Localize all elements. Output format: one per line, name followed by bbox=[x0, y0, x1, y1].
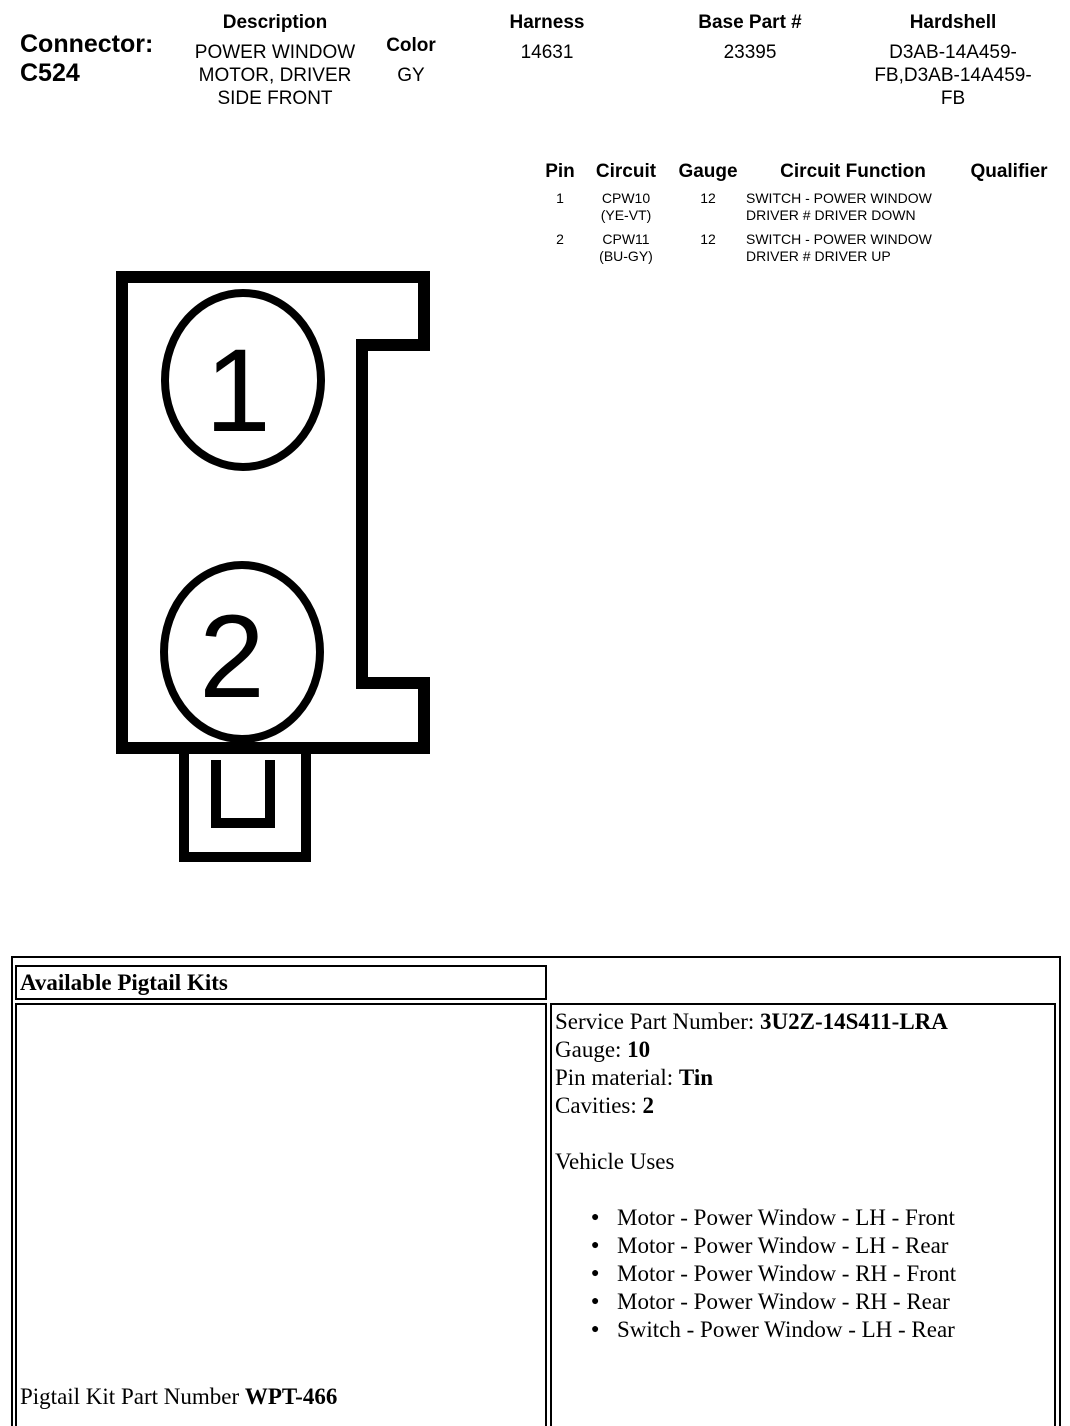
circuit-color: (YE-VT) bbox=[600, 207, 652, 223]
function-line: DRIVER # DRIVER DOWN bbox=[746, 207, 916, 223]
vehicle-uses-list bbox=[555, 1204, 1050, 1344]
cavities-line bbox=[555, 1092, 1050, 1120]
cavities-value: 2 bbox=[642, 1093, 655, 1118]
pin-material-line bbox=[555, 1064, 1050, 1092]
gauge-line bbox=[555, 1036, 1050, 1064]
connector-latch-outer bbox=[184, 748, 306, 857]
pin-number: 1 bbox=[556, 190, 564, 206]
hardshell-line: FB,D3AB-14A459- bbox=[874, 65, 1032, 86]
qualifier-header: Qualifier bbox=[970, 161, 1048, 182]
gauge-cell: 12 bbox=[700, 190, 716, 206]
connector-latch-inner bbox=[216, 760, 270, 823]
list-item: ● Motor - Power Window - RH - Rear bbox=[617, 1288, 1050, 1316]
kit-part-value: WPT-466 bbox=[244, 1384, 338, 1409]
gauge-label: Gauge: bbox=[555, 1037, 628, 1062]
gauge-value: 10 bbox=[627, 1037, 651, 1062]
function-line: SWITCH - POWER WINDOW bbox=[746, 231, 932, 247]
description-line: MOTOR, DRIVER bbox=[198, 65, 352, 86]
service-part-line bbox=[555, 1008, 1050, 1036]
pin-material-label: Pin material: bbox=[555, 1065, 679, 1090]
vehicle-uses-label: Vehicle Uses bbox=[555, 1149, 675, 1174]
circuit-code: CPW11 bbox=[602, 231, 650, 247]
pigtail-details bbox=[555, 1008, 1050, 1344]
service-part-value: 3U2Z-14S411-LRA bbox=[760, 1009, 948, 1034]
list-item: ● Switch - Power Window - LH - Rear bbox=[617, 1316, 1050, 1344]
pin-material-value: Tin bbox=[678, 1065, 714, 1090]
list-item: ● Motor - Power Window - LH - Front bbox=[617, 1204, 1050, 1232]
list-item: ● Motor - Power Window - LH - Rear bbox=[617, 1232, 1050, 1260]
pigtail-title-cell bbox=[15, 965, 547, 1000]
gauge-cell: 12 bbox=[700, 231, 716, 247]
pin-number: 2 bbox=[556, 231, 564, 247]
harness-value: 14631 bbox=[520, 42, 574, 63]
circuit-code: CPW10 bbox=[601, 190, 651, 206]
hardshell-label: Hardshell bbox=[909, 12, 997, 33]
hardshell-line: FB bbox=[940, 88, 966, 109]
description-line: POWER WINDOW bbox=[194, 42, 356, 63]
circuit-header: Circuit bbox=[595, 161, 657, 182]
description-line: SIDE FRONT bbox=[217, 88, 333, 109]
color-label: Color bbox=[386, 35, 436, 56]
connector-id: C524 bbox=[20, 59, 80, 87]
pin-2-label: 2 bbox=[199, 591, 265, 723]
list-item: ● Motor - Power Window - RH - Front bbox=[617, 1260, 1050, 1288]
connector-label: Connector: bbox=[20, 30, 154, 58]
pigtail-title: Available Pigtail Kits bbox=[20, 970, 228, 995]
service-part-label: Service Part Number: bbox=[555, 1009, 761, 1034]
gauge-header: Gauge bbox=[678, 161, 738, 182]
pigtail-left-cell bbox=[15, 1003, 547, 1426]
circuit-function-header: Circuit Function bbox=[780, 161, 926, 182]
pigtail-right-cell bbox=[550, 1003, 1056, 1426]
hardshell-line: D3AB-14A459- bbox=[889, 42, 1017, 63]
function-line: DRIVER # DRIVER UP bbox=[746, 248, 891, 264]
base-part-label: Base Part # bbox=[698, 12, 802, 33]
color-value: GY bbox=[397, 65, 425, 86]
pin-header: Pin bbox=[545, 161, 575, 182]
cavities-label: Cavities: bbox=[555, 1093, 643, 1118]
base-part-value: 23395 bbox=[723, 42, 777, 63]
pin-1-label: 1 bbox=[205, 325, 271, 457]
harness-label: Harness bbox=[509, 12, 585, 33]
description-label: Description bbox=[222, 12, 328, 33]
pigtail-kit-part bbox=[20, 1383, 337, 1411]
function-line: SWITCH - POWER WINDOW bbox=[746, 190, 932, 206]
kit-part-label: Pigtail Kit Part Number bbox=[20, 1384, 245, 1409]
circuit-color: (BU-GY) bbox=[599, 248, 653, 264]
